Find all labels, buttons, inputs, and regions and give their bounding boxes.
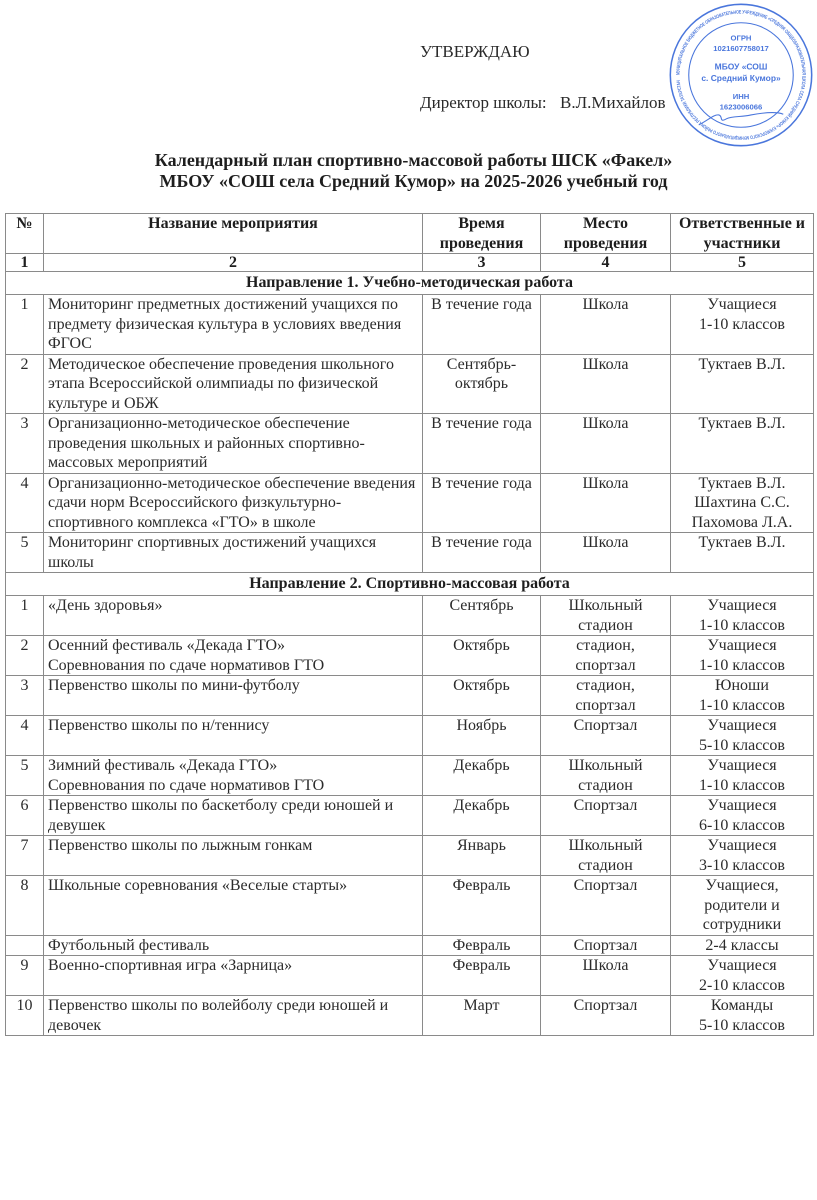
cell-num: 1 [6, 295, 44, 355]
cell-event-name: Мониторинг спортивных достижений учащихся школы [44, 533, 423, 573]
cell-num: 7 [6, 836, 44, 876]
cell-responsible: Туктаев В.Л. [671, 533, 814, 573]
stamp-ogrn: 1021607758017 [713, 44, 769, 54]
stamp-outer-text: МУНИЦИПАЛЬНОЕ БЮДЖЕТНОЕ ОБРАЗОВАТЕЛЬНОЕ УЧРЕЖДЕНИЕ «СРЕДНЯЯ ОБЩЕОБРАЗОВАТЕЛЬНАЯ ШКОЛА СЕЛА СРЕДНИЙ КУМОР» КУКМОРСКОГО МУНИЦИПАЛЬНОГО РАЙОНА РЕСПУБЛИКИ ТАТАРСТАН [675, 9, 807, 141]
index-1: 1 [6, 254, 44, 272]
cell-time: Февраль [423, 935, 541, 956]
cell-responsible: Учащиеся 5-10 классов [671, 716, 814, 756]
cell-time: Сентябрь [423, 596, 541, 636]
cell-event-name: Футбольный фестиваль [44, 935, 423, 956]
table-row [6, 876, 814, 936]
cell-num: 1 [6, 596, 44, 636]
cell-place: Школа [541, 533, 671, 573]
cell-num: 5 [6, 533, 44, 573]
director-name: В.Л.Михайлов [560, 93, 666, 112]
cell-time: Сентябрь- октябрь [423, 354, 541, 414]
cell-event-name: Организационно-методическое обеспечение проведения школьных и районных спортивно-массовых мероприятий [44, 414, 423, 474]
cell-time: В течение года [423, 414, 541, 474]
index-3: 3 [423, 254, 541, 272]
cell-responsible: Учащиеся 1-10 классов [671, 756, 814, 796]
section-title: Направление 1. Учебно-методическая работа [6, 272, 814, 295]
cell-event-name: Осенний фестиваль «Декада ГТО» Соревнования по сдаче нормативов ГТО [44, 636, 423, 676]
cell-responsible: Туктаев В.Л. Шахтина С.С. Пахомова Л.А. [671, 473, 814, 533]
cell-time: Октябрь [423, 676, 541, 716]
cell-event-name: Зимний фестиваль «Декада ГТО» Соревнования по сдаче нормативов ГТО [44, 756, 423, 796]
cell-num: 6 [6, 796, 44, 836]
header-resp: Ответственные и участники [671, 214, 814, 254]
table-row [6, 533, 814, 573]
cell-responsible: Учащиеся 3-10 классов [671, 836, 814, 876]
index-4: 4 [541, 254, 671, 272]
cell-num: 8 [6, 876, 44, 936]
cell-event-name: Первенство школы по мини-футболу [44, 676, 423, 716]
table-row [6, 716, 814, 756]
section-row [6, 573, 814, 596]
header-time: Время проведения [423, 214, 541, 254]
header-num: № [6, 214, 44, 254]
table-row [6, 956, 814, 996]
table-row [6, 473, 814, 533]
official-stamp [668, 2, 814, 148]
cell-time: В течение года [423, 295, 541, 355]
cell-responsible: 2-4 классы [671, 935, 814, 956]
stamp-inn-label: ИНН [732, 91, 750, 101]
cell-place: стадион, спортзал [541, 676, 671, 716]
cell-event-name: «День здоровья» [44, 596, 423, 636]
cell-responsible: Учащиеся 1-10 классов [671, 295, 814, 355]
cell-time: Февраль [423, 876, 541, 936]
cell-num: 2 [6, 636, 44, 676]
table-header-row [6, 214, 814, 254]
title-line-2: МБОУ «СОШ села Средний Кумор» на 2025-2026 учебный год [159, 171, 668, 191]
cell-event-name: Первенство школы по н/теннису [44, 716, 423, 756]
director-label: Директор школы: [420, 93, 547, 112]
table-row [6, 636, 814, 676]
cell-event-name: Мониторинг предметных достижений учащихся по предмету физическая культура в условиях введения ФГОС [44, 295, 423, 355]
cell-event-name: Организационно-методическое обеспечение введения сдачи норм Всероссийского физкультурно-спортивного комплекса «ГТО» в школе [44, 473, 423, 533]
cell-place: Спортзал [541, 716, 671, 756]
approve-label: УТВЕРЖДАЮ [420, 42, 530, 61]
cell-time: Март [423, 996, 541, 1036]
cell-place: Школа [541, 414, 671, 474]
cell-place: Школьный стадион [541, 596, 671, 636]
cell-num: 4 [6, 716, 44, 756]
index-2: 2 [44, 254, 423, 272]
cell-place: Школа [541, 354, 671, 414]
cell-place: Школа [541, 473, 671, 533]
cell-place: стадион, спортзал [541, 636, 671, 676]
table-row [6, 414, 814, 474]
table-row [6, 676, 814, 716]
cell-place: Спортзал [541, 996, 671, 1036]
cell-time: Ноябрь [423, 716, 541, 756]
stamp-inn: 1623006066 [719, 102, 763, 112]
cell-time: Декабрь [423, 796, 541, 836]
document-title [0, 150, 817, 192]
cell-time: Октябрь [423, 636, 541, 676]
cell-place: Спортзал [541, 935, 671, 956]
section-row [6, 272, 814, 295]
table-row [6, 756, 814, 796]
cell-responsible: Команды 5-10 классов [671, 996, 814, 1036]
table-row [6, 354, 814, 414]
cell-responsible: Учащиеся 2-10 классов [671, 956, 814, 996]
cell-place: Школа [541, 295, 671, 355]
cell-event-name: Методическое обеспечение проведения школьного этапа Всероссийской олимпиады по физической культуре и ОБЖ [44, 354, 423, 414]
cell-num: 4 [6, 473, 44, 533]
cell-time: В течение года [423, 473, 541, 533]
cell-event-name: Первенство школы по баскетболу среди юношей и девушек [44, 796, 423, 836]
cell-responsible: Учащиеся 1-10 классов [671, 596, 814, 636]
cell-place: Школьный стадион [541, 836, 671, 876]
index-5: 5 [671, 254, 814, 272]
header-place: Место проведения [541, 214, 671, 254]
table-row [6, 836, 814, 876]
cell-time: Январь [423, 836, 541, 876]
cell-event-name: Школьные соревнования «Веселые старты» [44, 876, 423, 936]
cell-num: 3 [6, 414, 44, 474]
cell-responsible: Учащиеся, родители и сотрудники [671, 876, 814, 936]
title-line-1: Календарный план спортивно-массовой работы ШСК «Факел» [154, 150, 673, 170]
section-title: Направление 2. Спортивно-массовая работа [6, 573, 814, 596]
stamp-org-line-2: с. Средний Кумор» [701, 73, 781, 84]
cell-num: 5 [6, 756, 44, 796]
table-index-row [6, 254, 814, 272]
cell-responsible: Юноши 1-10 классов [671, 676, 814, 716]
cell-responsible: Учащиеся 6-10 классов [671, 796, 814, 836]
cell-place: Школьный стадион [541, 756, 671, 796]
cell-time: Декабрь [423, 756, 541, 796]
plan-table [5, 213, 814, 1036]
table-row [6, 996, 814, 1036]
header-name: Название мероприятия [44, 214, 423, 254]
cell-event-name: Первенство школы по лыжным гонкам [44, 836, 423, 876]
stamp-org-line-1: МБОУ «СОШ [714, 61, 768, 72]
cell-place: Спортзал [541, 876, 671, 936]
cell-num: 3 [6, 676, 44, 716]
table-body [6, 272, 814, 1036]
cell-event-name: Военно-спортивная игра «Зарница» [44, 956, 423, 996]
cell-place: Школа [541, 956, 671, 996]
table-row [6, 935, 814, 956]
cell-num: 10 [6, 996, 44, 1036]
cell-num: 2 [6, 354, 44, 414]
table-row [6, 295, 814, 355]
cell-num [6, 935, 44, 956]
director-line [420, 93, 666, 113]
table-row [6, 596, 814, 636]
stamp-ogrn-label: ОГРН [730, 33, 752, 43]
cell-responsible: Туктаев В.Л. [671, 354, 814, 414]
cell-responsible: Учащиеся 1-10 классов [671, 636, 814, 676]
cell-event-name: Первенство школы по волейболу среди юношей и девочек [44, 996, 423, 1036]
cell-time: В течение года [423, 533, 541, 573]
table-row [6, 796, 814, 836]
cell-responsible: Туктаев В.Л. [671, 414, 814, 474]
cell-num: 9 [6, 956, 44, 996]
cell-place: Спортзал [541, 796, 671, 836]
cell-time: Февраль [423, 956, 541, 996]
